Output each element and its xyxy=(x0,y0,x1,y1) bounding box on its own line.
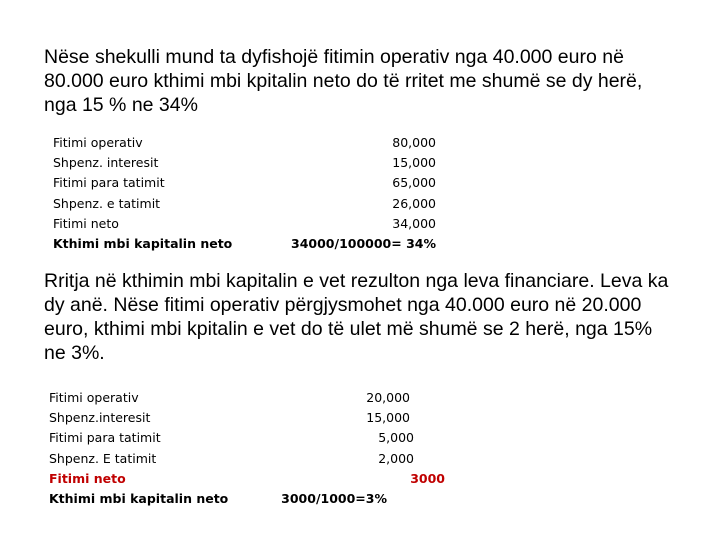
table-row xyxy=(49,449,469,469)
row-value: 5,000 xyxy=(378,430,414,446)
row-label: Shpenz. e tatimit xyxy=(53,195,161,211)
row-label: Kthimi mbi kapitalin neto xyxy=(53,235,233,251)
income-table-increase xyxy=(53,133,453,254)
table-row xyxy=(53,194,453,214)
table-row-highlight xyxy=(49,469,469,489)
table-row xyxy=(53,214,453,234)
intro-paragraph: Nëse shekulli mund ta dyfishojë fitimin operativ nga 40.000 euro në 80.000 euro kthimi mbi kpitalin neto do të rritet me shumë se dy herë, nga 15 % ne 34% xyxy=(44,46,643,116)
table-row xyxy=(53,173,453,193)
table-row-total xyxy=(53,234,453,254)
row-value: 15,000 xyxy=(366,410,410,426)
row-value: 2,000 xyxy=(378,450,414,466)
row-label: Kthimi mbi kapitalin neto xyxy=(49,490,229,506)
leverage-paragraph: Rritja në kthimin mbi kapitalin e vet rezulton nga leva financiare. Leva ka dy anë. Nëse fitimi operativ përgjysmohet nga 40.000 euro në 20.000 euro, kthimi mbi kpitalin e vet do të ulet më shumë se 2 herë, nga 15% ne 3%. xyxy=(44,270,669,364)
row-value: 65,000 xyxy=(392,175,436,191)
row-value: 34000/100000= 34% xyxy=(291,235,436,251)
row-label: Fitimi operativ xyxy=(49,390,139,405)
row-label: Shpenz. E tatimit xyxy=(49,450,157,466)
row-label: Fitimi para tatimit xyxy=(49,430,161,446)
table-row xyxy=(49,428,469,448)
table-row xyxy=(53,153,453,173)
table-row xyxy=(53,133,453,153)
row-value: 34,000 xyxy=(392,215,436,231)
row-label: Shpenz.interesit xyxy=(49,410,151,426)
row-label: Fitimi para tatimit xyxy=(53,175,165,191)
row-value: 26,000 xyxy=(392,195,436,211)
row-value: 20,000 xyxy=(366,390,410,405)
income-table-decrease xyxy=(49,388,469,509)
table-row xyxy=(49,388,469,408)
row-label: Shpenz. interesit xyxy=(53,155,159,171)
table-row xyxy=(49,408,469,428)
row-value: 15,000 xyxy=(392,155,436,171)
table-row-total xyxy=(49,489,469,509)
row-label: Fitimi operativ xyxy=(53,135,143,150)
row-value: 3000 xyxy=(410,470,445,486)
row-label: Fitimi neto xyxy=(53,215,119,231)
row-label: Fitimi neto xyxy=(49,470,126,486)
row-value: 80,000 xyxy=(392,135,436,150)
row-value: 3000/1000=3% xyxy=(281,490,387,506)
